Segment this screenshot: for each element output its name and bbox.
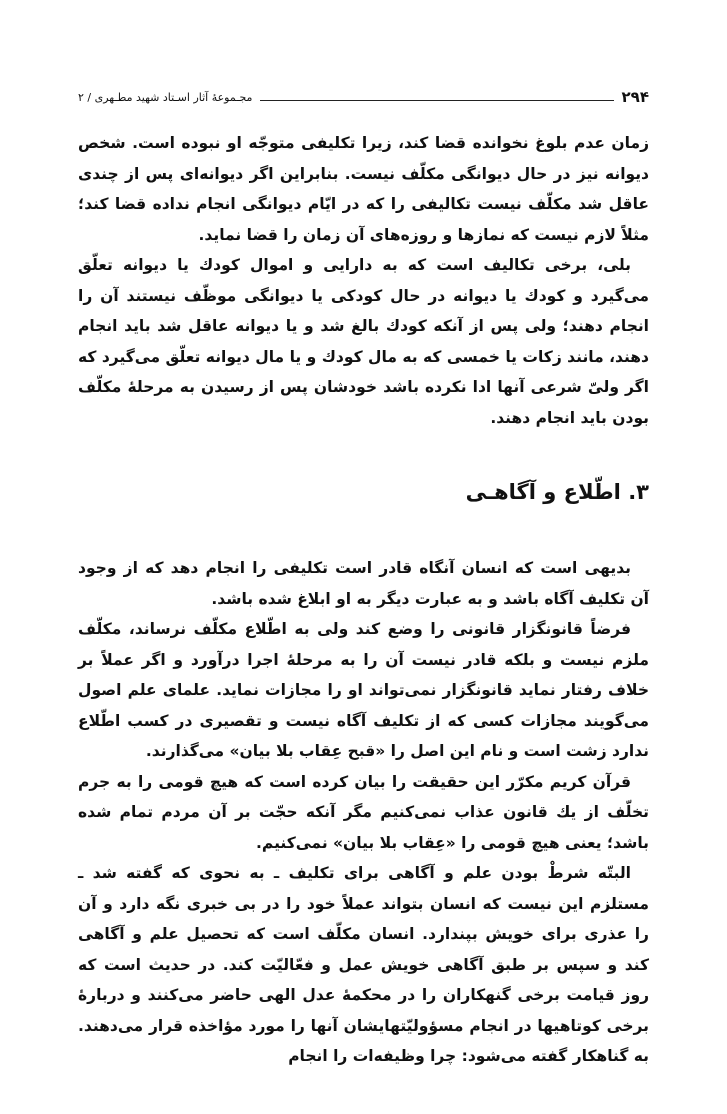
paragraph: بدیهی است که انسان آنگاه قادر است تکلیفی را انجام دهد که از وجود آن تکلیف آگاه باشد و به عبارت دیگر به او ابلاغ شده باشد. [78,559,649,608]
paragraph: قرآن کریم مکرّر این حقیقت را بیان کرده است که هیچ قومی را به جرم تخلّف از یك قانون عذاب نمی‌کنیم مگر آنکه حجّت بر آن مردم تمام شده باشد؛ یعنی هیچ قومی را «عِقاب بلا بیان» نمی‌کنیم. [78,772,649,852]
paragraph: البتّه شرطْ بودن علم و آگاهی برای تکلیف ـ به نحوی که گفته شد ـ مستلزم این نیست که انسان بتواند عملاً خود را در بی خبری نگه دارد و آن را عذری برای خویش بپندارد. انسان مکلّف است که تحصیل علم و آگاهی کند و سپس بر طبق آگاهی خویش عمل و فعّالیّت کند. در حدیث است که روز قیامت برخی گنهکاران را در محکمهٔ عدل الهی حاضر می‌کنند و دربارهٔ برخی کوتاهیها در انجام مسؤولیّتهایشان آنها را مورد مؤاخذه قرار می‌دهند. به گناهکار گفته می‌شود: چرا وظیفه‌ات را انجام [78,864,649,1065]
running-header [78,82,649,106]
header-rule [260,100,613,101]
paragraph: بلی، برخی تکالیف است که به دارایی و اموال کودك یا دیوانه تعلّق می‌گیرد و کودك یا دیوانه در حال کودکی یا دیوانگی موظّف نیستند آن را انجام دهند؛ ولی پس از آنکه کودك بالغ شد و یا دیوانه عاقل شد باید انجام دهند، مانند زکات یا خمسی که به مال کودك و یا مال دیوانه تعلّق می‌گیرد که اگر ولیّ شرعی آنها ادا نکرده باشد خودشان پس از رسیدن به مرحلهٔ مکلّف بودن باید انجام دهند. [78,256,649,427]
paragraph: فرضاً قانونگزار قانونی را وضع کند ولی به اطّلاع مکلّف نرساند، مکلّف ملزم نیست و بلکه قادر نیست آن را به مرحلهٔ اجرا درآورد و اگر عملاً بر خلاف رفتار نماید قانونگزار نمی‌تواند او را مجازات نماید. علمای علم اصول می‌گویند مجازات کسی که از تکلیف آگاه نیست و تقصیری در کسب اطّلاع ندارد زشت است و نام این اصل را «قبح عِقاب بلا بیان» می‌گذارند. [78,620,649,760]
page-number: ۲۹۴ [621,88,649,106]
section-heading: ۳. اطّلاع و آگاهـی [465,480,649,504]
running-title: مجـموعهٔ آثار اسـتاد شهید مطـهری / ۲ [78,91,253,104]
body-text [78,128,649,1072]
paragraph: زمان عدم بلوغ نخوانده قضا کند، زیرا تکلیفی متوجّه او نبوده است. شخص دیوانه نیز در حال دیوانگی مکلّف نیست. بنابراین اگر دیوانه‌ای پس از چندی عاقل شد مکلّف نیست تکالیفی را که در ایّام دیوانگی انجام نداده قضا کند؛ مثلاً لازم نیست که نمازها و روزه‌های آن زمان را قضا نماید. [78,134,649,244]
